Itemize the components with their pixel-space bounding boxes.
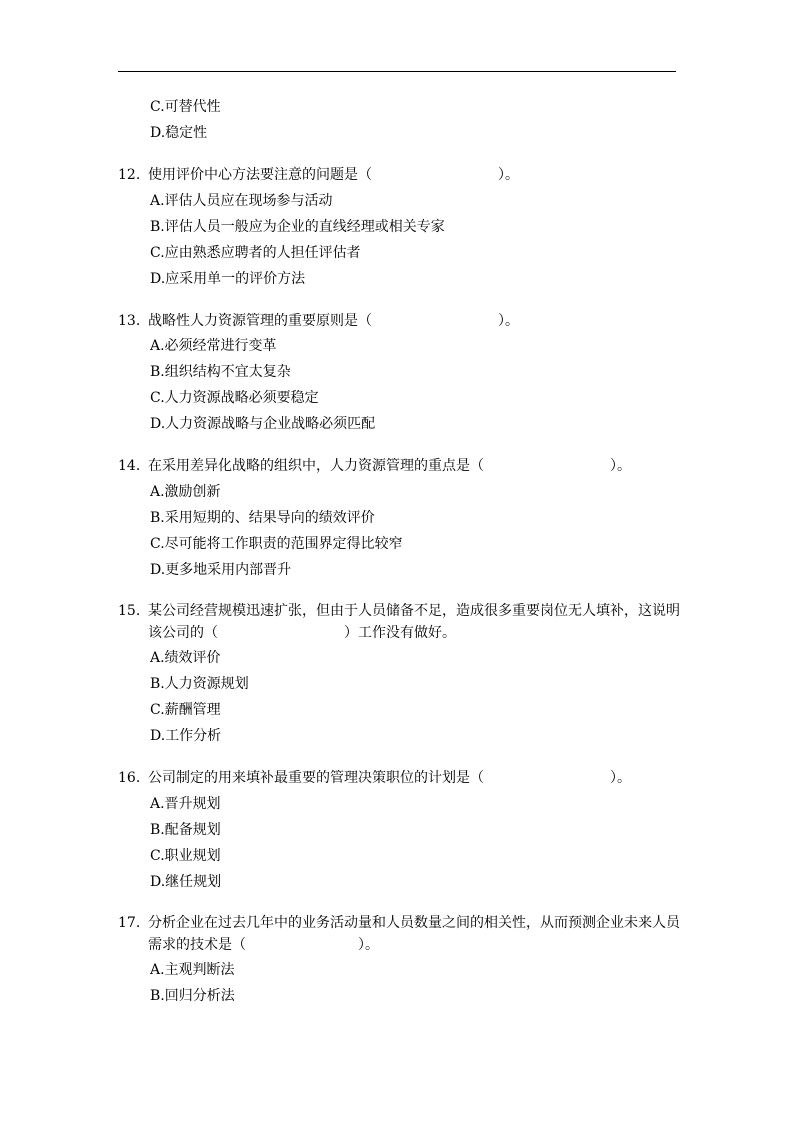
question-stem: 公司制定的用来填补最重要的管理决策职位的计划是（ ）。 (148, 770, 631, 786)
option-c: C.薪酬管理 (150, 702, 221, 718)
option-c: C.尽可能将工作职责的范围界定得比较窄 (150, 536, 403, 552)
question-stem: 分析企业在过去几年中的业务活动量和人员数量之间的相关性，从而预测企业未来人员 (148, 915, 680, 931)
option-d: D.应采用单一的评价方法 (150, 271, 306, 287)
option-b: B.配备规划 (150, 822, 221, 838)
option-d: D.人力资源战略与企业战略必须匹配 (150, 416, 376, 432)
option-c: C.应由熟悉应聘者的人担任评估者 (150, 245, 361, 261)
option-d: D.更多地采用内部晋升 (150, 562, 292, 578)
question-stem-continued: 需求的技术是（ ）。 (148, 937, 379, 953)
option-d: D.工作分析 (150, 728, 222, 744)
option-b: B.组织结构不宜太复杂 (150, 364, 291, 380)
option-a: A.晋升规划 (150, 796, 221, 812)
option-b: B.采用短期的、结果导向的绩效评价 (150, 510, 375, 526)
question-number: 14. (118, 458, 141, 474)
question-number: 13. (118, 313, 141, 329)
option-a: A.必须经常进行变革 (150, 338, 277, 354)
option-b: B.评估人员一般应为企业的直线经理或相关专家 (150, 219, 445, 235)
question-number: 12. (118, 167, 141, 183)
option-b: B.人力资源规划 (150, 676, 249, 692)
option-a: A.主观判断法 (150, 962, 235, 978)
question-stem: 在采用差异化战略的组织中，人力资源管理的重点是（ ）。 (148, 458, 631, 474)
question-number: 15. (118, 603, 141, 619)
question-stem: 使用评价中心方法要注意的问题是（ ）。 (148, 167, 519, 183)
option-c: C.职业规划 (150, 848, 221, 864)
option-c: C.人力资源战略必须要稳定 (150, 390, 319, 406)
option-a: A.激励创新 (150, 484, 221, 500)
question-stem: 战略性人力资源管理的重要原则是（ ）。 (148, 313, 519, 329)
option-d: D.稳定性 (150, 125, 208, 141)
header-rule (118, 71, 676, 72)
option-b: B.回归分析法 (150, 988, 235, 1004)
option-a: A.评估人员应在现场参与活动 (150, 193, 333, 209)
question-number: 16. (118, 770, 141, 786)
question-stem: 某公司经营规模迅速扩张，但由于人员储备不足，造成很多重要岗位无人填补，这说明 (148, 603, 680, 619)
question-number: 17. (118, 915, 141, 931)
option-d: D.继任规划 (150, 874, 222, 890)
question-stem-continued: 该公司的（ ）工作没有做好。 (148, 625, 456, 641)
option-c: C.可替代性 (150, 99, 221, 115)
option-a: A.绩效评价 (150, 650, 221, 666)
